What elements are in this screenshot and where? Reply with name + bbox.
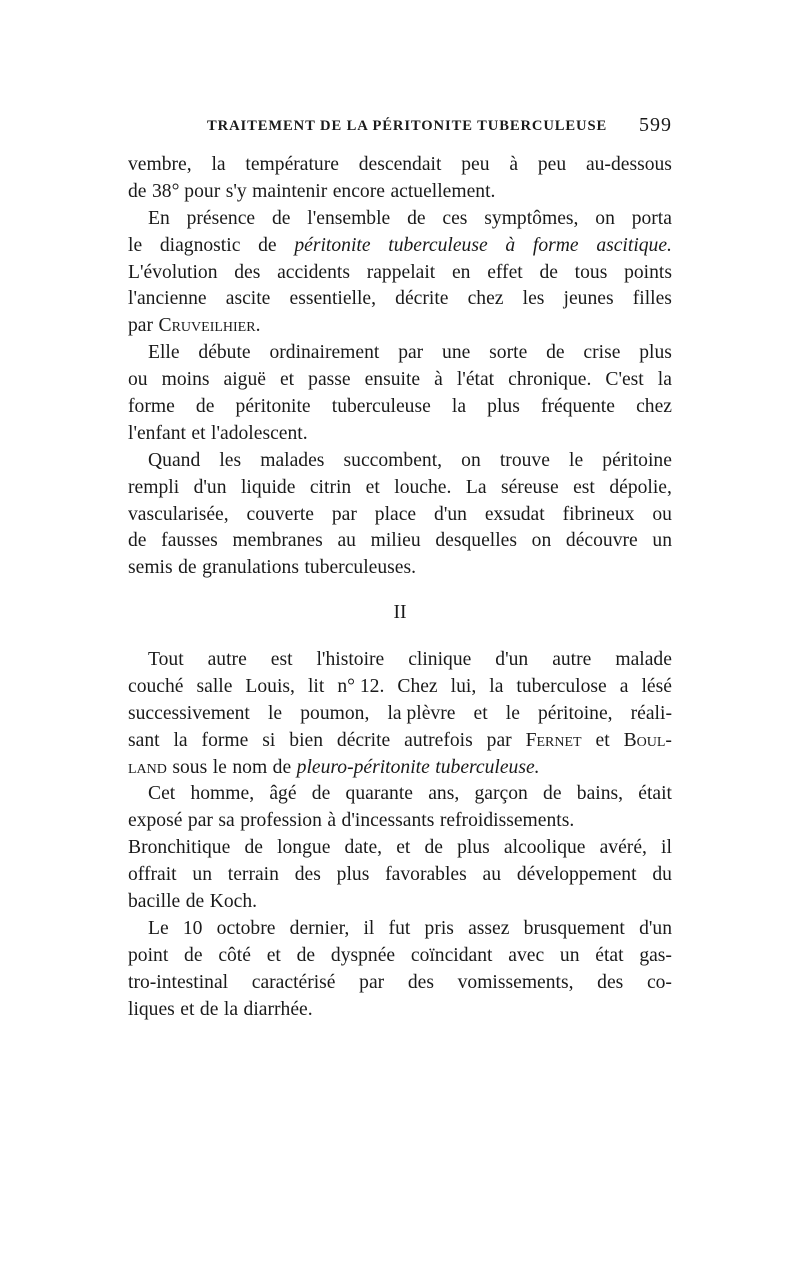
word: crise [583,342,621,364]
word: aiguë [223,369,266,391]
text-line [128,179,672,206]
word: C'est [605,369,644,391]
word: d'un [193,476,227,498]
word: de [184,944,203,966]
word: péritoine [602,449,672,471]
word: décrite [395,288,449,310]
word: lui, [450,675,477,697]
word: de [178,557,197,579]
word: par [128,315,154,337]
text-line [128,808,672,835]
word: bien [289,729,323,751]
word: ascite [225,288,271,310]
word: alcoolique [503,837,586,859]
word: la [451,396,467,418]
word: fibrineux [562,503,635,525]
word: un [652,530,672,552]
word: caractérisé [251,971,336,993]
text-line [128,555,672,582]
word: successivement [128,702,250,724]
word: plus [457,837,490,859]
word: fréquente [540,396,615,418]
text-line [128,286,672,313]
word: moins [161,369,210,391]
word: sous [172,756,208,778]
word: Fernet [525,729,582,751]
word: de [244,837,263,859]
word: co- [646,971,672,993]
word: est [573,476,595,498]
word: au-dessous [585,154,672,175]
word: un [192,864,212,886]
word: brusquement [523,917,625,939]
word: sa [218,810,235,832]
word: malades [260,449,325,471]
word: terrain [227,864,279,886]
word: point [128,944,169,966]
word: semis [128,557,173,579]
word: porta [631,207,672,229]
word: salle [196,675,233,697]
text-line [128,728,672,755]
word: dépolie, [609,476,672,498]
word: refroidissements. [439,810,575,832]
text-line [128,340,672,367]
word: exposé [128,810,183,832]
word: granulations [202,557,299,579]
word: La [465,476,487,498]
text-line [128,260,672,287]
word: citrin [309,476,352,498]
text-line [128,394,672,421]
word: à [434,369,443,391]
word: et [266,944,281,966]
word: au [482,864,502,886]
word: Louis, [245,675,295,697]
word: pleuro-péritonite [296,756,430,778]
word: ou [128,369,148,391]
text-line [128,313,672,340]
text-line [128,502,672,529]
page-number: 599 [639,114,672,136]
text-line [128,448,672,475]
word: encore [332,180,385,202]
word: tuberculeuse. [435,756,540,778]
word: le [569,449,584,471]
word: était [638,783,672,805]
word: filles [632,288,672,310]
word: à [327,810,337,832]
word: par [187,810,213,832]
word: descendait [358,154,442,175]
word: l'histoire [316,649,385,670]
word: âgé [269,783,297,805]
word: l'enfant [128,422,186,444]
word: passe [308,369,351,391]
section-1-text [128,152,672,582]
word: profession [240,810,322,832]
word: vomissements, [457,971,574,993]
word: desquelles [435,530,517,552]
word: maintenir [252,180,328,202]
text-line [128,674,672,701]
word: diarrhée. [243,998,313,1020]
text-line [128,755,672,782]
word: du [652,864,672,886]
word: liquide [240,476,296,498]
word: la [657,369,672,391]
word: de [296,944,316,966]
word: couché [128,675,184,697]
word: de [546,342,565,364]
word: un [559,944,580,966]
word: poumon, [300,702,370,724]
word: si [262,729,276,751]
word: ensuite [364,369,421,391]
word: coïncidant [410,944,493,966]
word: 38° pour [151,180,221,202]
word: débute [198,342,251,364]
word: membranes [232,530,323,552]
word: nom [232,756,268,778]
word: points [624,261,672,283]
word: présence [186,207,256,229]
word: clinique [408,649,472,670]
word: de [258,234,277,256]
word: de [271,207,291,229]
word: tuberculeuse [331,396,431,418]
word: le [128,234,143,256]
word: à [505,234,516,256]
word: sorte [489,342,528,364]
word: le [505,702,520,724]
word: de [539,261,558,283]
word: des [234,261,261,283]
word: exsudat [484,503,545,525]
word: d'un [495,649,529,670]
word: la plèvre [387,702,456,724]
word: Koch. [209,891,258,913]
word: température [245,154,339,175]
word: date, [344,837,383,859]
word: a [619,675,629,697]
word: séreuse [500,476,559,498]
word: fausses [161,530,218,552]
word: des [294,864,321,886]
word: la [211,154,226,175]
word: de [272,756,292,778]
section-heading: II [393,602,407,623]
word: Boul- [623,729,672,751]
word: dyspnée [330,944,396,966]
word: liques [128,998,175,1020]
word: de [311,783,331,805]
word: sant [128,729,160,751]
word: Tout [148,649,184,670]
word: n° 12. [337,675,385,697]
section-2-text [128,647,672,1023]
word: on [461,449,481,471]
word: le [267,702,283,724]
word: assez [468,917,510,939]
word: land [128,756,167,778]
word: chronique. [508,369,592,391]
word: la [223,998,239,1020]
word: quarante [345,783,413,805]
word: tuberculose [516,675,607,697]
word: tuberculeuse [388,234,488,256]
word: effet [487,261,523,283]
word: Bronchitique [128,837,231,859]
word: de [199,998,219,1020]
word: lésé [641,675,672,697]
text-line [128,943,672,970]
word: octobre [216,917,276,939]
word: avec [508,944,545,966]
text-line [128,421,672,448]
word: plus [487,396,520,418]
text-line [128,206,672,233]
word: milieu [370,530,421,552]
word: de [407,207,426,229]
word: et [365,476,380,498]
word: décrite [336,729,391,751]
running-header [128,114,672,142]
word: symptômes, [484,207,579,229]
word: et [473,702,488,724]
word: actuellement. [390,180,496,202]
word: par [359,971,385,993]
word: d'un [434,503,467,525]
text-line [128,233,672,260]
text-line [128,997,672,1024]
word: ces [442,207,468,229]
word: accidents [277,261,350,283]
word: avéré, [599,837,647,859]
word: tro-intestinal [128,971,229,993]
word: d'incessants [341,810,435,832]
word: l'adolescent. [211,422,308,444]
word: Elle [148,342,180,364]
word: vembre, [128,154,192,175]
word: une [442,342,471,364]
word: jeunes [563,288,614,310]
word: chez [467,288,504,310]
text-line [128,152,672,179]
word: les [219,449,242,471]
word: rempli [128,476,180,498]
word: Cet [148,783,176,805]
word: trouve [499,449,550,471]
word: et [396,837,411,859]
word: pris [424,917,454,939]
word: gas- [639,944,672,966]
word: on [595,207,615,229]
word: vascularisée, [128,503,229,525]
word: offrait [128,864,177,886]
word: découvre [565,530,638,552]
word: il [363,917,375,939]
word: s'y [225,180,247,202]
word: autre [552,649,592,670]
word: ordinairement [269,342,380,364]
word: il [661,837,672,859]
text-line [128,781,672,808]
word: plus [336,864,370,886]
word: homme, [190,783,255,805]
word: essentielle, [289,288,377,310]
text-line [128,647,672,674]
word: de [128,180,147,202]
word: ou [652,503,672,525]
word: les [522,288,545,310]
word: En [148,207,170,229]
word: louche. [394,476,452,498]
word: lit [307,675,325,697]
word: peu [461,154,490,175]
word: on [531,530,552,552]
word: la [173,729,188,751]
word: fut [388,917,411,939]
word: bains, [576,783,624,805]
word: à [509,154,519,175]
text-line [128,475,672,502]
word: et [191,422,206,444]
word: et [180,998,195,1020]
word: de [128,530,147,552]
word: péritonite [235,396,311,418]
word: état [595,944,624,966]
word: L'évolution [128,261,218,283]
word: péritoine, [538,702,613,724]
word: la [489,675,504,697]
word: tuberculeuses. [304,557,416,579]
word: le [212,756,227,778]
word: l'état [456,369,495,391]
word: diagnostic [159,234,241,256]
word: succombent, [343,449,443,471]
word: par [486,729,512,751]
word: de [185,891,205,913]
word: d'un [639,917,672,939]
word: l'ensemble [307,207,391,229]
word: développement [516,864,637,886]
word: forme [201,729,249,751]
word: malade [615,649,672,670]
word: réali- [630,702,672,724]
word: dernier, [289,917,350,939]
word: et [279,369,295,391]
word: couverte [246,503,314,525]
running-title: TRAITEMENT DE LA PÉRITONITE TUBERCULEUSE [207,118,608,134]
word: en [451,261,471,283]
text-line [128,528,672,555]
word: plus [639,342,672,364]
word: 10 [182,917,203,939]
word: autrefois [404,729,473,751]
text-line [128,862,672,889]
word: garçon [474,783,528,805]
word: des [407,971,434,993]
word: ans, [428,783,460,805]
word: forme [128,396,175,418]
word: et [595,729,610,751]
word: longue [277,837,331,859]
word: autre [207,649,247,670]
word: de [424,837,443,859]
word: place [374,503,417,525]
word: peu [537,154,567,175]
word: bacille [128,891,181,913]
word: l'ancienne [128,288,207,310]
word: des [597,971,624,993]
text-line [128,367,672,394]
word: par [331,503,357,525]
word: ascitique. [596,234,672,256]
word: Cruveilhier. [158,315,261,337]
text-line [128,701,672,728]
word: péritonite [294,234,371,256]
word: de [543,783,562,805]
word: rappelait [366,261,436,283]
word: de [195,396,215,418]
word: tous [574,261,608,283]
word: chez [636,396,672,418]
word: forme [532,234,579,256]
text-line [128,835,672,862]
word: Quand [148,449,201,471]
word: Le [148,917,169,939]
word: au [337,530,356,552]
word: est [270,649,293,670]
word: par [398,342,424,364]
text-line [128,970,672,997]
text-line [128,916,672,943]
word: côté [218,944,251,966]
text-line [128,889,672,916]
word: favorables [385,864,467,886]
word: Chez [397,675,438,697]
